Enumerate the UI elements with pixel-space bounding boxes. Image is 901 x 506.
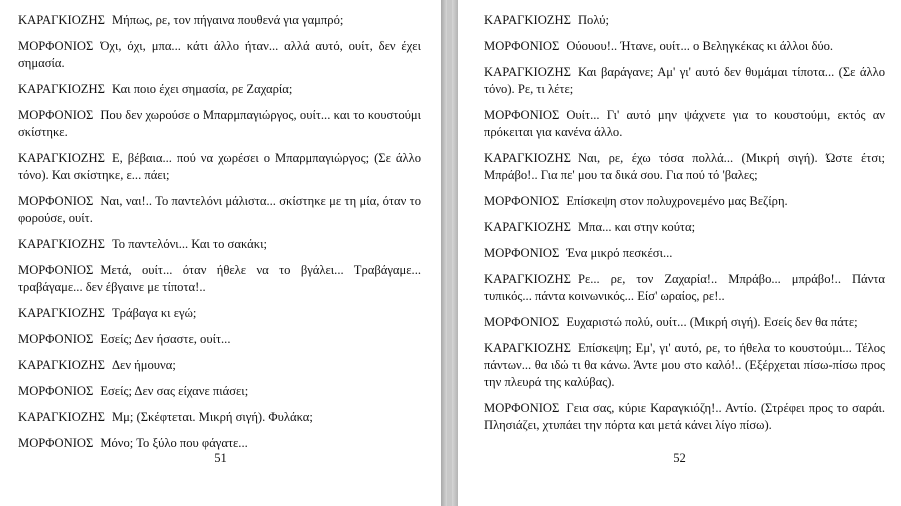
dialogue-text: Και βαράγανε; Αμ' γι' αυτό δεν θυμάμαι τίποτα... (Σε άλλο τόνο). Ρε, τι λέτε; <box>484 65 885 96</box>
speaker-name: ΜΟΡΦΟΝΙΟΣ <box>484 39 560 53</box>
dialogue-text: Ουίτ... Γι' αυτό μην ψάχνετε για το κουστούμι, εκτός αν πρόκειται για κανένα άλλο. <box>484 108 885 139</box>
dialogue-text: Ε, βέβαια... πού να χωρέσει ο Μπαρμπαγιώργος; (Σε άλλο τόνο). Και σκίστηκε, ε... πάει; <box>18 151 421 182</box>
dialogue-text: Ναι, ρε, έχω τόσα πολλά... (Μικρή σιγή). Ώστε έτσι; Μπράβο!.. Για πε' μου τα δικά σου. Για πού τό 'βαλες; <box>484 151 885 182</box>
speaker-name: ΚΑΡΑΓΚΙΟΖΗΣ <box>18 358 105 372</box>
dialogue-text: Ευχαριστώ πολύ, ουίτ... (Μικρή σιγή). Εσείς δεν θα πάτε; <box>566 315 858 329</box>
dialogue-line <box>484 150 885 184</box>
dialogue-line <box>18 331 421 348</box>
dialogue-line <box>484 314 885 331</box>
dialogue-text: Μπα... και στην κούτα; <box>577 220 696 234</box>
left-page <box>0 0 441 506</box>
dialogue-text: Μόνο; Το ξύλο που φάγατε... <box>100 436 248 450</box>
dialogue-text: Δεν ήμουνα; <box>111 358 176 372</box>
dialogue-text: Εσείς; Δεν ήσαστε, ουίτ... <box>100 332 231 346</box>
dialogue-text: Μμ; (Σκέφτεται. Μικρή σιγή). Φυλάκα; <box>111 410 313 424</box>
speaker-name: ΚΑΡΑΓΚΙΟΖΗΣ <box>18 13 105 27</box>
dialogue-line <box>18 305 421 322</box>
speaker-name: ΜΟΡΦΟΝΙΟΣ <box>484 246 560 260</box>
dialogue-line <box>484 193 885 210</box>
dialogue-text: Το παντελόνι... Και το σακάκι; <box>111 237 268 251</box>
speaker-name: ΜΟΡΦΟΝΙΟΣ <box>18 39 94 53</box>
dialogue-line <box>484 340 885 391</box>
dialogue-text: Μετά, ουίτ... όταν ήθελε να το βγάλει... Τραβάγαμε... τραβάγαμε... δεν έβγαινε με τίποτα!.. <box>18 263 421 294</box>
right-page <box>458 0 901 506</box>
dialogue-text: Μήπως, ρε, τον πήγαινα πουθενά για γαμπρό; <box>111 13 344 27</box>
speaker-name: ΜΟΡΦΟΝΙΟΣ <box>18 194 94 208</box>
speaker-name: ΜΟΡΦΟΝΙΟΣ <box>18 384 94 398</box>
dialogue-line <box>484 219 885 236</box>
speaker-name: ΚΑΡΑΓΚΙΟΖΗΣ <box>484 65 571 79</box>
left-page-text <box>18 12 421 452</box>
speaker-name: ΚΑΡΑΓΚΙΟΖΗΣ <box>18 82 105 96</box>
speaker-name: ΚΑΡΑΓΚΙΟΖΗΣ <box>18 151 105 165</box>
dialogue-line <box>484 12 885 29</box>
dialogue-text: Επίσκεψη; Εμ', γι' αυτό, ρε, το ήθελα το κουστούμι... Τέλος πάντων... θα ιδώ τι θα κάνω. Άντε μου στο καλό!.. (Εξέρχεται πίσω-πίσω προς την πλευρά της καλύβας). <box>484 341 885 389</box>
page-number: 52 <box>673 451 686 465</box>
dialogue-line <box>18 435 421 452</box>
dialogue-line <box>484 64 885 98</box>
dialogue-line <box>18 150 421 184</box>
dialogue-line <box>18 12 421 29</box>
dialogue-line <box>18 409 421 426</box>
speaker-name: ΚΑΡΑΓΚΙΟΖΗΣ <box>484 220 571 234</box>
dialogue-line <box>18 81 421 98</box>
dialogue-line <box>18 236 421 253</box>
page-number: 51 <box>214 451 227 465</box>
speaker-name: ΜΟΡΦΟΝΙΟΣ <box>484 315 560 329</box>
right-page-text <box>484 12 885 434</box>
speaker-name: ΜΟΡΦΟΝΙΟΣ <box>484 108 560 122</box>
dialogue-text: Τράβαγα κι εγώ; <box>111 306 197 320</box>
dialogue-text: Ρε... ρε, τον Ζαχαρία!.. Μπράβο... μπράβο!.. Πάντα τυπικός... πάντα κοινωνικός... Είσ' ωραίος, ρε!.. <box>484 272 885 303</box>
dialogue-line <box>18 357 421 374</box>
speaker-name: ΜΟΡΦΟΝΙΟΣ <box>18 263 94 277</box>
speaker-name: ΜΟΡΦΟΝΙΟΣ <box>484 194 560 208</box>
speaker-name: ΜΟΡΦΟΝΙΟΣ <box>18 436 94 450</box>
dialogue-line <box>484 107 885 141</box>
speaker-name: ΚΑΡΑΓΚΙΟΖΗΣ <box>18 306 105 320</box>
dialogue-text: Εσείς; Δεν σας είχανε πιάσει; <box>100 384 249 398</box>
dialogue-text: Που δεν χωρούσε ο Μπαρμπαγιώργος, ουίτ... και το κουστούμι σκίστηκε. <box>18 108 421 139</box>
speaker-name: ΜΟΡΦΟΝΙΟΣ <box>18 108 94 122</box>
dialogue-line <box>484 38 885 55</box>
dialogue-line <box>484 400 885 434</box>
dialogue-line <box>484 271 885 305</box>
dialogue-text: Πολύ; <box>577 13 609 27</box>
dialogue-text: Ένα μικρό πεσκέσι... <box>566 246 673 260</box>
dialogue-text: Ναι, ναι!.. Το παντελόνι μάλιστα... σκίστηκε με τη μία, όταν το φορούσε, ουίτ. <box>18 194 421 225</box>
dialogue-text: Όχι, όχι, μπα... κάτι άλλο ήταν... αλλά αυτό, ουίτ, δεν έχει σημασία. <box>18 39 421 70</box>
dialogue-line <box>18 383 421 400</box>
dialogue-line <box>18 38 421 72</box>
dialogue-text: Και ποιο έχει σημασία, ρε Ζαχαρία; <box>111 82 293 96</box>
speaker-name: ΚΑΡΑΓΚΙΟΖΗΣ <box>484 13 571 27</box>
speaker-name: ΚΑΡΑΓΚΙΟΖΗΣ <box>484 151 571 165</box>
dialogue-text: Ούουου!.. Ήτανε, ουίτ... ο Βεληγκέκας κι άλλοι δύο. <box>566 39 834 53</box>
speaker-name: ΚΑΡΑΓΚΙΟΖΗΣ <box>18 410 105 424</box>
dialogue-text: Γεια σας, κύριε Καραγκιόζη!.. Αντίο. (Στρέφει προς το σαράι. Πλησιάζει, χτυπάει την πόρτα και μετά κάνει λίγο πίσω). <box>484 401 885 432</box>
dialogue-text: Επίσκεψη στον πολυχρονεμένο μας Βεζίρη. <box>566 194 788 208</box>
speaker-name: ΜΟΡΦΟΝΙΟΣ <box>18 332 94 346</box>
dialogue-line <box>484 245 885 262</box>
dialogue-line <box>18 193 421 227</box>
dialogue-line <box>18 262 421 296</box>
speaker-name: ΚΑΡΑΓΚΙΟΖΗΣ <box>18 237 105 251</box>
speaker-name: ΜΟΡΦΟΝΙΟΣ <box>484 401 560 415</box>
speaker-name: ΚΑΡΑΓΚΙΟΖΗΣ <box>484 272 571 286</box>
speaker-name: ΚΑΡΑΓΚΙΟΖΗΣ <box>484 341 571 355</box>
dialogue-line <box>18 107 421 141</box>
page-gutter <box>441 0 447 506</box>
